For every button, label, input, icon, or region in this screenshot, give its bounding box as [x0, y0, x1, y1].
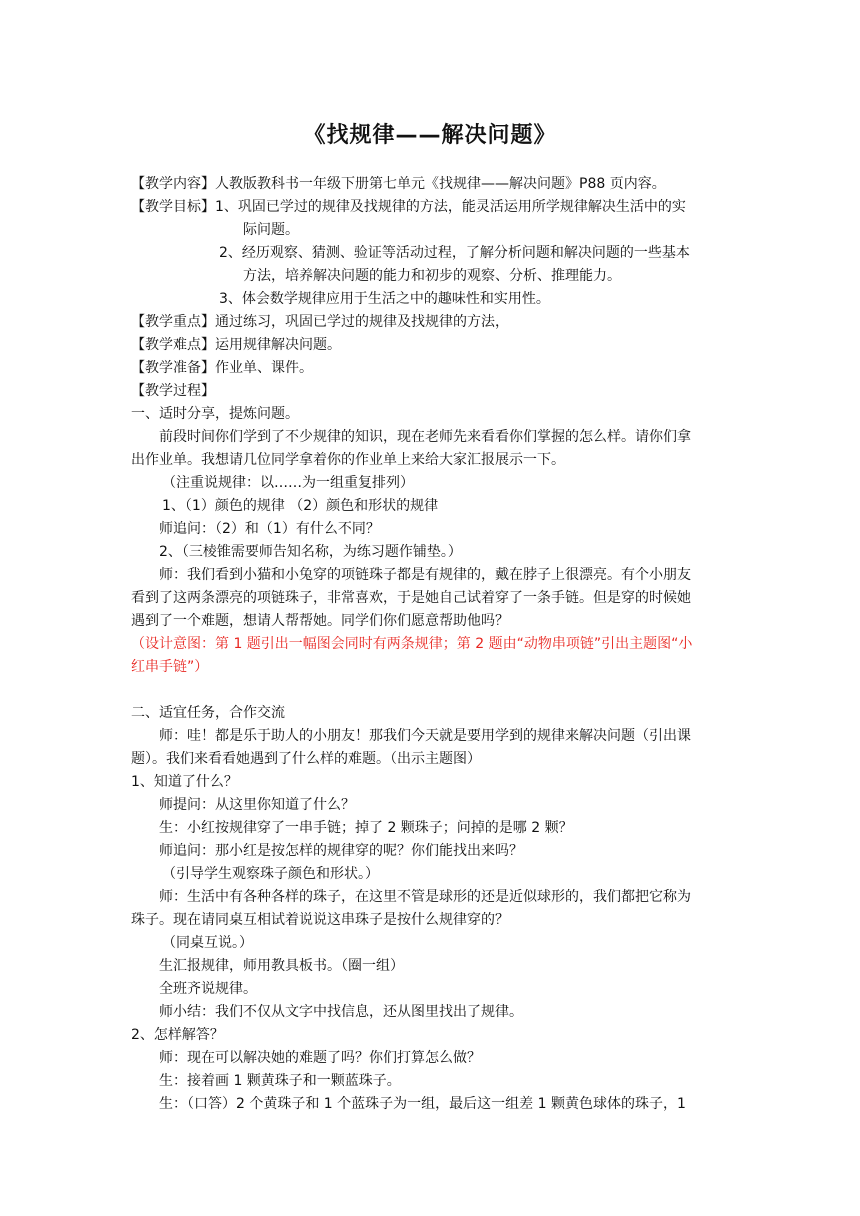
text-line: 【教学准备】作业单、课件。 [131, 360, 313, 376]
document-title: 《找规律——解决问题》 [303, 123, 557, 148]
text-line: 3、体会数学规律应用于生活之中的趣味性和实用性。 [219, 291, 550, 307]
text-line: 师提问：从这里你知道了什么？ [159, 797, 355, 813]
text-line: 题）。我们来看看她遇到了什么样的难题。（出示主题图） [131, 751, 481, 767]
text-line: 看到了这两条漂亮的项链珠子，非常喜欢，于是她自己试着穿了一条手链。但是穿的时候她 [131, 590, 691, 606]
text-line: 方法，培养解决问题的能力和初步的观察、分析、推理能力。 [243, 268, 621, 284]
text-line: 师追问：（2）和（1）有什么不同？ [159, 521, 380, 537]
text-line: 际问题。 [243, 222, 299, 238]
text-line: 师小结：我们不仅从文字中找信息，还从图里找出了规律。 [159, 1004, 523, 1020]
text-line: 师：生活中有各种各样的珠子，在这里不管是球形的还是近似球形的，我们都把它称为 [159, 889, 691, 905]
text-line: 遇到了一个难题，想请人帮帮她。同学们你们愿意帮助他吗？ [131, 613, 509, 629]
design-intent-note: （设计意图：第 1 题引出一幅图会同时有两条规律；第 2 题由“动物串项链”引出主题图“小 [131, 636, 693, 652]
text-line: （引导学生观察珠子颜色和形状。） [162, 866, 379, 882]
text-line: 【教学难点】运用规律解决问题。 [131, 337, 341, 353]
text-line: 【教学重点】通过练习，巩固已学过的规律及找规律的方法， [131, 314, 509, 330]
text-line: （同桌互说。） [162, 935, 253, 951]
text-line: 师追问：那小红是按怎样的规律穿的呢？你们能找出来吗？ [159, 843, 523, 859]
text-line: 【教学过程】 [131, 383, 215, 399]
text-line: 【教学内容】人教版教科书一年级下册第七单元《找规律——解决问题》P88 页内容。 [131, 176, 666, 192]
text-line: 生：接着画 1 颗黄珠子和一颗蓝珠子。 [159, 1073, 401, 1089]
text-line: 2、（三棱锥需要师告知名称，为练习题作铺垫。） [159, 544, 462, 560]
text-line: 【教学目标】1、巩固已学过的规律及找规律的方法，能灵活运用所学规律解决生活中的实 [131, 199, 686, 215]
text-line: 师：我们看到小猫和小兔穿的项链珠子都是有规律的，戴在脖子上很漂亮。有个小朋友 [159, 567, 691, 583]
subsection-heading: 1、知道了什么？ [131, 774, 238, 790]
text-line: 2、经历观察、猜测、验证等活动过程，了解分析问题和解决问题的一些基本 [219, 245, 690, 261]
design-intent-note: 红串手链”） [131, 659, 209, 675]
section-heading: 一、适时分享，提炼问题。 [131, 406, 299, 422]
text-line: 全班齐说规律。 [159, 981, 257, 997]
text-line: 前段时间你们学到了不少规律的知识，现在老师先来看看你们掌握的怎么样。请你们拿 [159, 429, 691, 445]
text-line: 1、（1）颜色的规律 （2）颜色和形状的规律 [162, 498, 439, 514]
text-line: 出作业单。我想请几位同学拿着你的作业单上来给大家汇报展示一下。 [131, 452, 565, 468]
text-line: 生：小红按规律穿了一串手链；掉了 2 颗珠子；问掉的是哪 2 颗？ [159, 820, 573, 836]
text-line: 生：（口答）2 个黄珠子和 1 个蓝珠子为一组，最后这一组差 1 颗黄色球体的珠子，1 [159, 1096, 686, 1112]
text-line: 珠子。现在请同桌互相试着说说这串珠子是按什么规律穿的？ [131, 912, 509, 928]
subsection-heading: 2、怎样解答？ [131, 1027, 224, 1043]
text-line: 师：现在可以解决她的难题了吗？你们打算怎么做？ [159, 1050, 481, 1066]
text-line: 师：哇！都是乐于助人的小朋友！那我们今天就是要用学到的规律来解决问题（引出课 [159, 728, 691, 744]
text-line: 生汇报规律，师用教具板书。（圈一组） [159, 958, 404, 974]
section-heading: 二、适宜任务，合作交流 [131, 705, 285, 721]
text-line: （注重说规律：以……为一组重复排列） [162, 475, 414, 491]
